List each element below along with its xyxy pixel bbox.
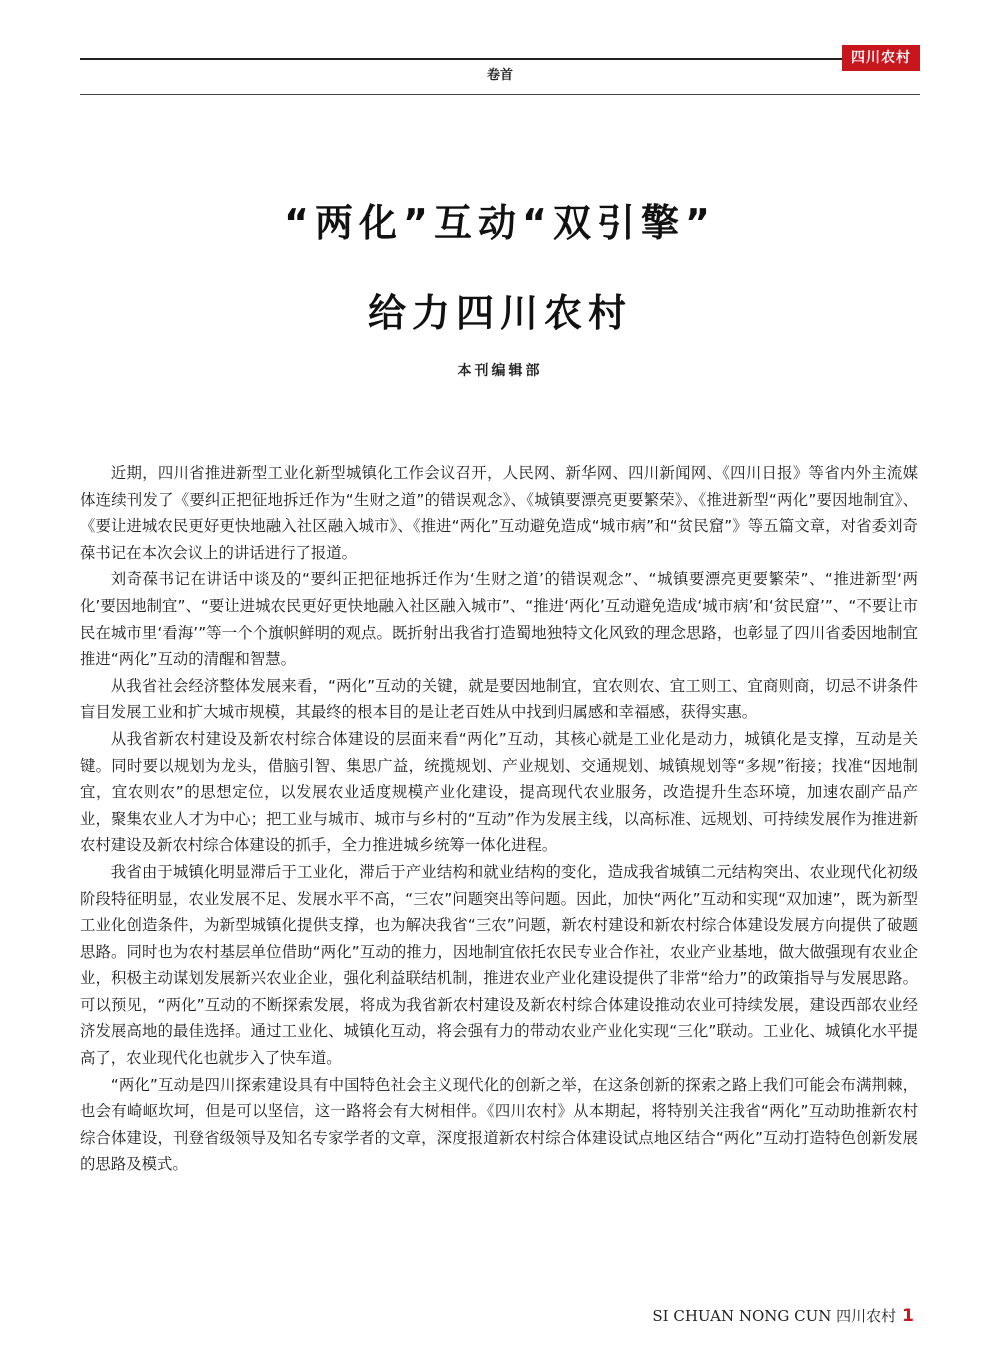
- article-body: [80, 460, 918, 1178]
- paragraph: 近期，四川省推进新型工业化新型城镇化工作会议召开，人民网、新华网、四川新闻网、《四川日报》等省内外主流媒体连续刊发了《要纠正把征地拆迁作为“生财之道”的错误观念》、《城镇要漂亮更要繁荣》、《推进新型“两化”要因地制宜》、《要让进城农民更好更快地融入社区融入城市》、《推进“两化”互动避免造成“城市病”和“贫民窟”》等五篇文章，对省委刘奇葆书记在本次会议上的讲话进行了报道。: [80, 464, 918, 562]
- paragraph: 从我省社会经济整体发展来看，“两化”互动的关键，就是要因地制宜，宜农则农、宜工则工、宜商则商，切忌不讲条件盲目发展工业和扩大城市规模，其最终的根本目的是让老百姓从中找到归属感和幸福感，获得实惠。: [80, 676, 918, 722]
- paragraph: 从我省新农村建设及新农村综合体建设的层面来看“两化”互动，其核心就是工业化是动力，城镇化是支撑，互动是关键。同时要以规划为龙头，借脑引智、集思广益，统揽规划、产业规划、交通规划、城镇规划等“多规”衔接；找准“因地制宜，宜农则农”的思想定位，以发展农业适度规模产业化建设，提高现代农业服务，改造提升生态环境，加速农副产品产业，聚集农业人才为中心；把工业与城市、城市与乡村的“互动”作为发展主线，以高标准、远规划、可持续发展作为推进新农村建设及新农村综合体建设的抓手，全力推进城乡统筹一体化进程。: [80, 729, 918, 855]
- article-title-line-2: 给力四川农村: [367, 291, 632, 335]
- header-rule: [80, 58, 842, 60]
- footer-masthead: SI CHUAN NONG CUN 四川农村: [652, 1307, 897, 1325]
- paragraph: “两化”互动是四川探索建设具有中国特色社会主义现代化的创新之举，在这条创新的探索之路上我们可能会布满荆棘，也会有崎岖坎坷，但是可以坚信，这一路将会有大树相伴。《四川农村》从本期起，将特别关注我省“两化”互动助推新农村综合体建设，刊登省级领导及知名专家学者的文章，深度报道新农村综合体建设试点地区结合“两化”互动打造特色创新发展的思路及模式。: [80, 1075, 918, 1174]
- paragraph: 我省由于城镇化明显滞后于工业化，滞后于产业结构和就业结构的变化，造成我省城镇二元结构突出、农业现代化初级阶段特征明显，农业发展不足、发展水平不高，“三农”问题突出等问题。因此，加快“两化”互动和实现“双加速”，既为新型工业化创造条件，为新型城镇化提供支撑，也为解决我省“三农”问题，新农村建设和新农村综合体建设发展方向提供了破题思路。同时也为农村基层单位借助“两化”互动的推力，因地制宜依托农民专业合作社，农业产业基地，做大做强现有农业企业，积极主动谋划发展新兴农业企业，强化利益联结机制，推进农业产业化建设提供了非常“给力”的政策指导与发展思路。可以预见，“两化”互动的不断探索发展，将成为我省新农村建设及新农村综合体建设推动农业可持续发展，建设西部农业经济发展高地的最佳选择。通过工业化、城镇化互动，将会强有力的带动农业产业化实现“三化”联动。工业化、城镇化水平提高了，农业现代化也就步入了快车道。: [80, 862, 918, 1068]
- article-byline: 本刊编辑部: [457, 363, 543, 379]
- brand-badge: 四川农村: [842, 45, 920, 71]
- section-label: 卷首: [486, 68, 513, 83]
- page-footer: [652, 1305, 914, 1326]
- section-divider: [80, 94, 920, 95]
- article-title-line-1: “两化”互动“双引擎”: [284, 201, 716, 245]
- page-number: 1: [902, 1306, 914, 1326]
- paragraph: 刘奇葆书记在讲话中谈及的“要纠正把征地拆迁作为‘生财之道’的错误观念”、“城镇要漂亮更要繁荣”、“推进新型‘两化’要因地制宜”、“要让进城农民更好更快地融入社区融入城市”、“推进‘两化’互动避免造成‘城市病’和‘贫民窟’”、“不要让市民在城市里‘看海’”等一个个旗帜鲜明的观点。既折射出我省打造蜀地独特文化风致的理念思路，也彰显了四川省委因地制宜推进“两化”互动的清醒和智慧。: [80, 570, 918, 669]
